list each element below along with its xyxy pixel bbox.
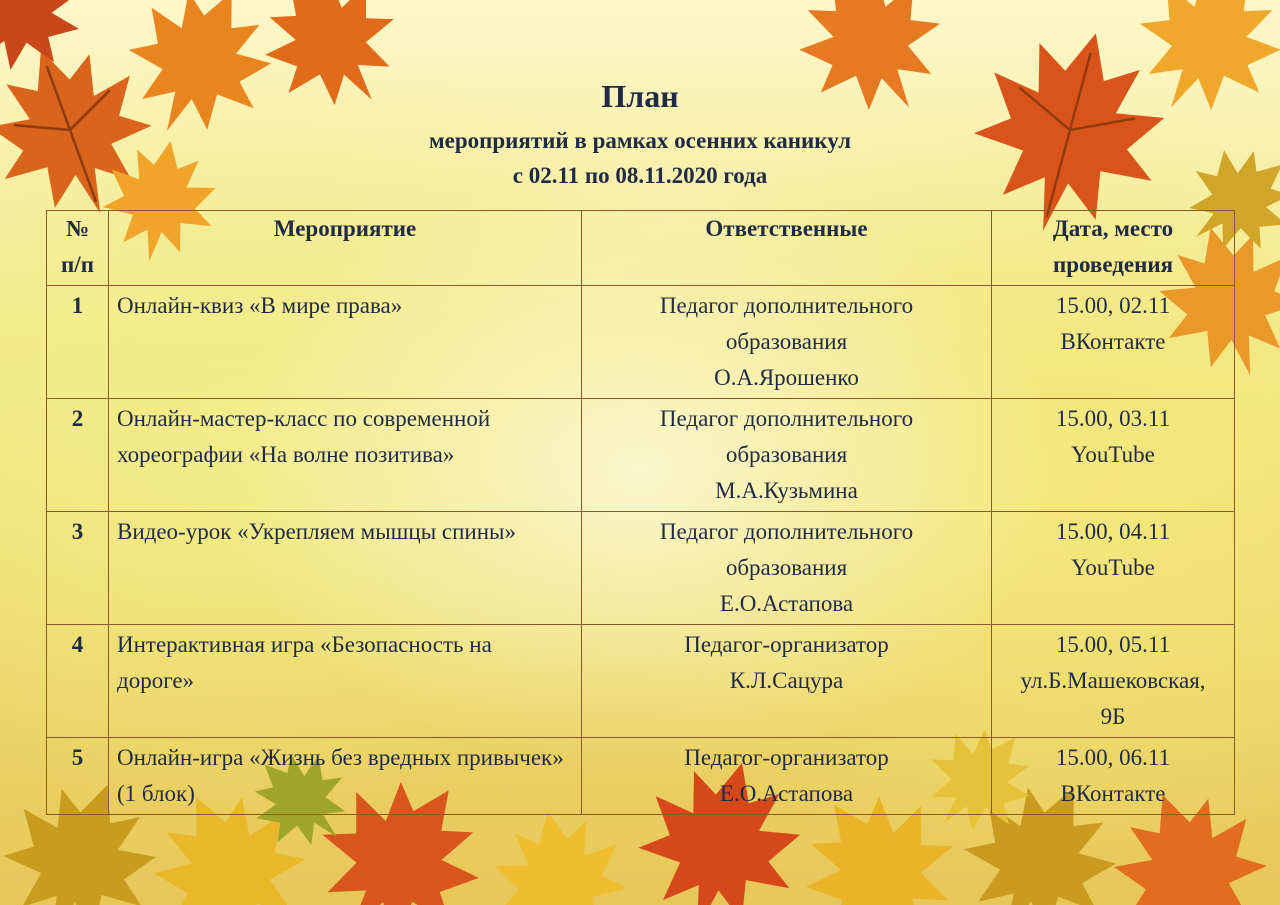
row-date-place xyxy=(992,738,1235,815)
column-header-number-line2: п/п xyxy=(61,252,94,277)
row-event: Видео-урок «Укрепляем мышцы спины» xyxy=(109,512,582,625)
responsible-line: Педагог дополнительного xyxy=(659,519,914,544)
row-date-place xyxy=(992,399,1235,512)
table-row xyxy=(47,286,1235,399)
table-row xyxy=(47,399,1235,512)
page-subtitle: мероприятий в рамках осенних каникул xyxy=(428,128,852,153)
column-header-date-line1: Дата, место xyxy=(1052,216,1174,241)
column-header-date xyxy=(992,211,1235,286)
table-row xyxy=(47,625,1235,738)
table-row xyxy=(47,512,1235,625)
row-date-place xyxy=(992,625,1235,738)
row-responsible xyxy=(582,286,992,399)
date-line: 15.00, 02.11 xyxy=(1055,293,1171,318)
events-table xyxy=(46,210,1235,815)
responsible-line: Е.О.Астапова xyxy=(719,781,854,806)
row-number: 2 xyxy=(47,399,109,512)
column-header-event: Мероприятие xyxy=(109,211,582,286)
date-line: 9Б xyxy=(1100,704,1126,729)
page-title: План xyxy=(601,78,679,114)
row-number: 1 xyxy=(47,286,109,399)
row-responsible xyxy=(582,625,992,738)
date-line: ул.Б.Машековская, xyxy=(1020,668,1206,693)
row-responsible xyxy=(582,738,992,815)
row-responsible xyxy=(582,399,992,512)
page-date-range: с 02.11 по 08.11.2020 года xyxy=(512,163,768,188)
column-header-responsible: Ответственные xyxy=(582,211,992,286)
column-header-number-line1: № xyxy=(65,216,90,241)
responsible-line: О.А.Ярошенко xyxy=(714,365,859,390)
column-header-number xyxy=(47,211,109,286)
date-line: ВКонтакте xyxy=(1060,781,1166,806)
responsible-line: Е.О.Астапова xyxy=(719,591,854,616)
responsible-line: образования xyxy=(725,329,848,354)
date-line: 15.00, 06.11 xyxy=(1055,745,1171,770)
date-line: 15.00, 03.11 xyxy=(1055,406,1171,431)
table-header-row xyxy=(47,211,1235,286)
row-responsible xyxy=(582,512,992,625)
row-number: 5 xyxy=(47,738,109,815)
row-number: 4 xyxy=(47,625,109,738)
table-row xyxy=(47,738,1235,815)
responsible-line: Педагог-организатор xyxy=(684,632,889,657)
responsible-line: М.А.Кузьмина xyxy=(715,478,858,503)
date-line: YouTube xyxy=(1071,442,1155,467)
responsible-line: К.Л.Сацура xyxy=(729,668,844,693)
row-event: Интерактивная игра «Безопасность на дороге» xyxy=(109,625,582,738)
row-number: 3 xyxy=(47,512,109,625)
row-date-place xyxy=(992,512,1235,625)
responsible-line: Педагог-организатор xyxy=(684,745,889,770)
responsible-line: Педагог дополнительного xyxy=(659,406,914,431)
responsible-line: образования xyxy=(725,442,848,467)
date-line: ВКонтакте xyxy=(1060,329,1166,354)
row-event: Онлайн-игра «Жизнь без вредных привычек» (1 блок) xyxy=(109,738,582,815)
responsible-line: образования xyxy=(725,555,848,580)
row-event: Онлайн-квиз «В мире права» xyxy=(109,286,582,399)
column-header-date-line2: проведения xyxy=(1052,252,1174,277)
date-line: 15.00, 04.11 xyxy=(1055,519,1171,544)
date-line: YouTube xyxy=(1071,555,1155,580)
row-date-place xyxy=(992,286,1235,399)
responsible-line: Педагог дополнительного xyxy=(659,293,914,318)
date-line: 15.00, 05.11 xyxy=(1055,632,1171,657)
row-event: Онлайн-мастер-класс по современной хореографии «На волне позитива» xyxy=(109,399,582,512)
